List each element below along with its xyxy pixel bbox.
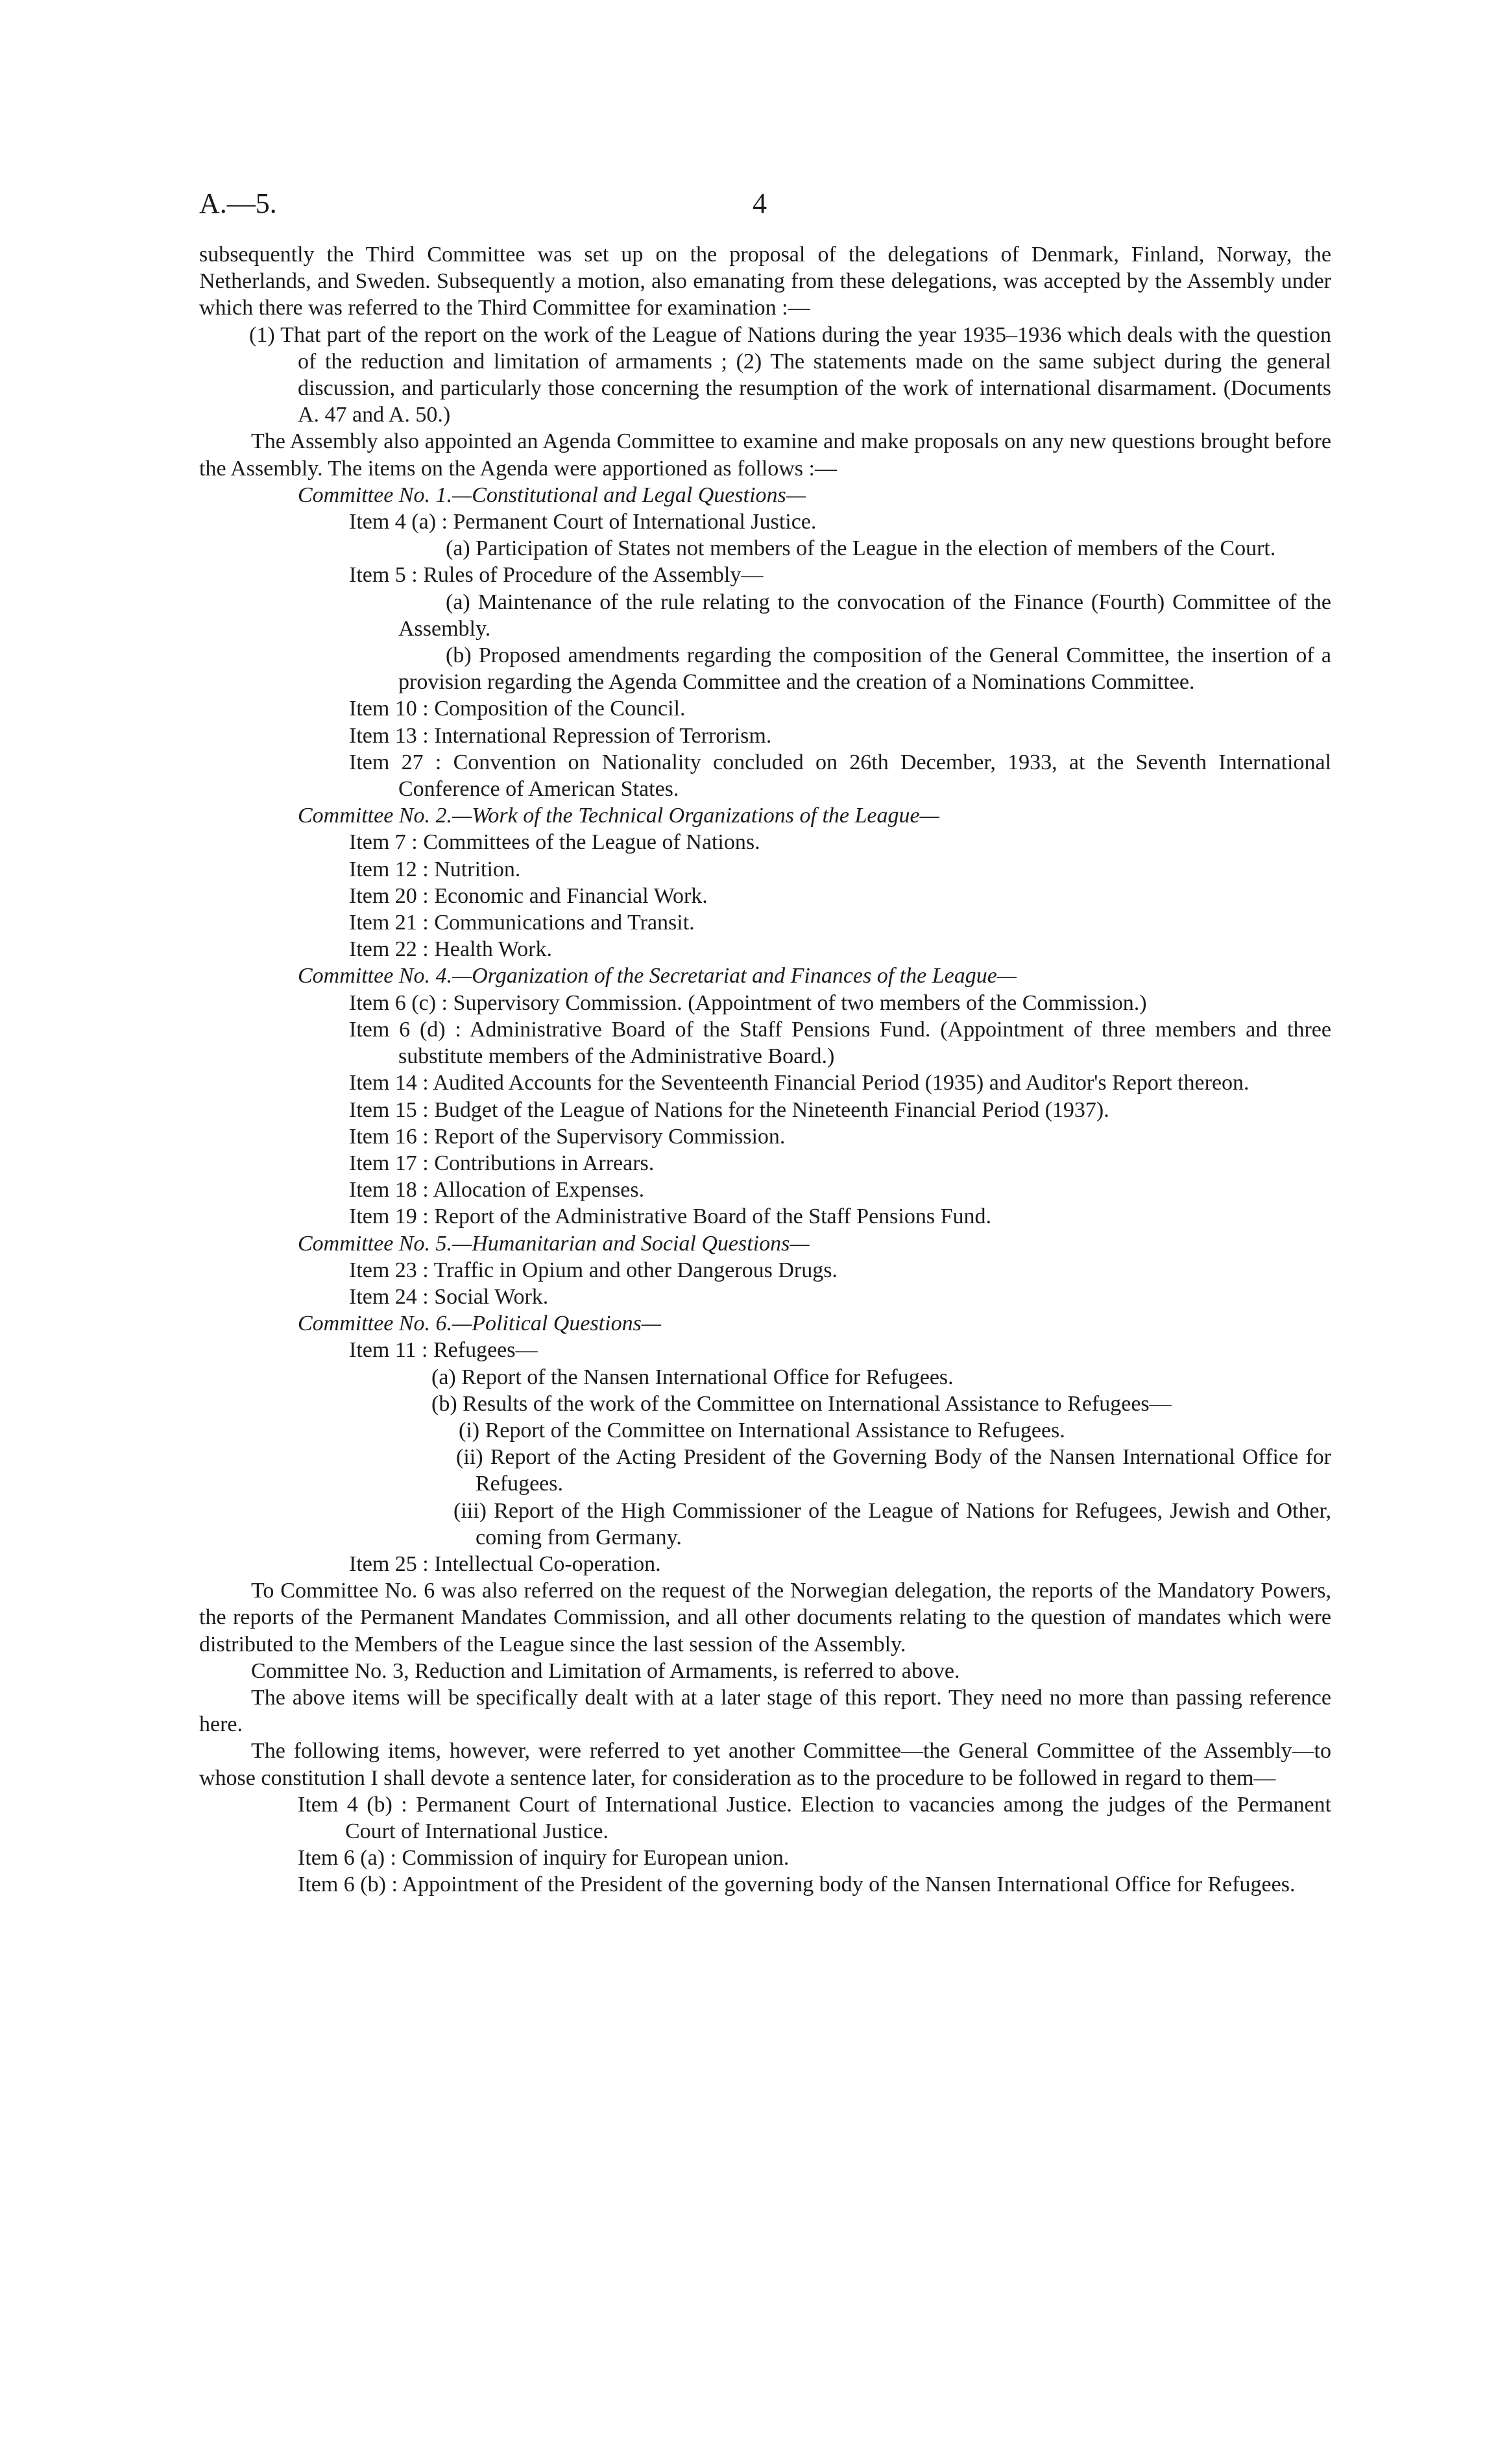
committee-2-item: Item 7 : Committees of the League of Nations. xyxy=(349,830,760,855)
document-body xyxy=(199,241,1331,1898)
committee-6-item-11b-ii: (ii) Report of the Acting President of the Governing Body of the Nansen International Office for Refugees. xyxy=(456,1445,1331,1496)
committee-4-item-14: Item 14 : Audited Accounts for the Seventeenth Financial Period (1935) and Auditor's Report thereon. xyxy=(349,1071,1249,1095)
committee-4-item: Item 18 : Allocation of Expenses. xyxy=(349,1178,645,1202)
closing-paragraph-mandates: To Committee No. 6 was also referred on the request of the Norwegian delegation, the reports of the Mandatory Powers, the reports of the Permanent Mandates Commission, and all other documents relating to the question of mandates which were distributed to the Members of the League since the last session of the Assembly. xyxy=(199,1579,1331,1657)
committee-1-item-4a: (a) Participation of States not members of the League in the election of members of the Court. xyxy=(446,536,1276,561)
committee-6-item-11b-iii: (iii) Report of the High Commissioner of the League of Nations for Refugees, Jewish and Other, coming from Germany. xyxy=(453,1498,1331,1549)
closing-paragraph-committee-3: Committee No. 3, Reduction and Limitation of Armaments, is referred to above. xyxy=(251,1658,960,1683)
committee-2-heading: Committee No. 2.—Work of the Technical Organizations of the League— xyxy=(298,804,939,828)
committee-5-item: Item 24 : Social Work. xyxy=(349,1284,549,1309)
committee-1-heading: Committee No. 1.—Constitutional and Legal Questions— xyxy=(298,483,806,507)
general-committee-item: Item 4 (b) : Permanent Court of International Justice. Election to vacancies among the judges of the Permanent Court of International Justice. xyxy=(298,1792,1331,1843)
committee-4-item-6c: Item 6 (c) : Supervisory Commission. (Appointment of two members of the Commission.) xyxy=(349,990,1147,1015)
committee-1-item-5b: (b) Proposed amendments regarding the composition of the General Committee, the insertion of a provision regarding the Agenda Committee and the creation of a Nominations Committee. xyxy=(398,643,1331,695)
committee-4-item: Item 16 : Report of the Supervisory Commission. xyxy=(349,1124,786,1149)
committee-6-item-11b: (b) Results of the work of the Committee on International Assistance to Refugees— xyxy=(431,1391,1172,1416)
committee-4-heading: Committee No. 4.—Organization of the Secretariat and Finances of the League— xyxy=(298,964,1017,988)
committee-1-item-4: Item 4 (a) : Permanent Court of International Justice. xyxy=(349,510,817,534)
closing-paragraph-later-stage: The above items will be specifically dealt with at a later stage of this report. They need no more than passing reference here. xyxy=(199,1685,1331,1737)
committee-6-item-11b-i: (i) Report of the Committee on International Assistance to Refugees. xyxy=(459,1418,1065,1442)
committee-1-item-10: Item 10 : Composition of the Council. xyxy=(349,697,686,721)
committee-1-item-5: Item 5 : Rules of Procedure of the Assembly— xyxy=(349,563,764,588)
intro-paragraph: subsequently the Third Committee was set up on the proposal of the delegations of Denmark, Finland, Norway, the Netherlands, and Sweden. Subsequently a motion, also emanating from these delegations, was accepted by the Assembly under which there was referred to the Third Committee for examination :— xyxy=(199,243,1331,320)
closing-paragraph-general-committee: The following items, however, were referred to yet another Committee—the General Committee of the Assembly—to whose constitution I shall devote a sentence later, for consideration as to the procedure to be followed in regard to them— xyxy=(199,1739,1331,1790)
committee-6-item-11: Item 11 : Refugees— xyxy=(349,1338,538,1363)
general-committee-item: Item 6 (b) : Appointment of the President of the governing body of the Nansen International Office for Refugees. xyxy=(298,1872,1296,1897)
committee-5-heading: Committee No. 5.—Humanitarian and Social Questions— xyxy=(298,1231,810,1256)
committee-6-item-11a: (a) Report of the Nansen International Office for Refugees. xyxy=(431,1365,954,1389)
page-number: 4 xyxy=(753,187,767,219)
committee-2-item: Item 21 : Communications and Transit. xyxy=(349,911,695,935)
committee-2-item: Item 12 : Nutrition. xyxy=(349,857,521,881)
document-reference: A.—5. xyxy=(199,187,277,219)
committee-1-item-5a: (a) Maintenance of the rule relating to the convocation of the Finance (Fourth) Committee of the Assembly. xyxy=(398,590,1331,641)
committee-4-item: Item 17 : Contributions in Arrears. xyxy=(349,1151,655,1175)
committee-2-item: Item 20 : Economic and Financial Work. xyxy=(349,883,708,908)
committee-4-item-6d: Item 6 (d) : Administrative Board of the Staff Pensions Fund. (Appointment of three members and three substitute members of the Administrative Board.) xyxy=(349,1017,1331,1069)
committee-1-item-13: Item 13 : International Repression of Terrorism. xyxy=(349,723,772,748)
committee-1-item-27: Item 27 : Convention on Nationality concluded on 26th December, 1933, at the Seventh International Conference of American States. xyxy=(349,750,1331,802)
committee-5-item: Item 23 : Traffic in Opium and other Dangerous Drugs. xyxy=(349,1258,838,1282)
agenda-paragraph: The Assembly also appointed an Agenda Committee to examine and make proposals on any new questions brought before the Assembly. The items on the Agenda were apportioned as follows :— xyxy=(199,429,1331,481)
committee-2-item: Item 22 : Health Work. xyxy=(349,937,552,962)
committee-4-item: Item 15 : Budget of the League of Nations for the Nineteenth Financial Period (1937). xyxy=(349,1097,1109,1122)
intro-list-item: (1) That part of the report on the work of the League of Nations during the year 1935–1936 which deals with the question of the reduction and limitation of armaments ; (2) The statements made on the same subject during the general discussion, and particularly those concerning the resumption of the work of international disarmament. (Documents A. 47 and A. 50.) xyxy=(249,322,1331,427)
committee-4-item: Item 19 : Report of the Administrative Board of the Staff Pensions Fund. xyxy=(349,1204,991,1229)
committee-6-item-25: Item 25 : Intellectual Co-operation. xyxy=(349,1551,661,1576)
committee-6-heading: Committee No. 6.—Political Questions— xyxy=(298,1311,662,1336)
general-committee-item: Item 6 (a) : Commission of inquiry for European union. xyxy=(298,1846,790,1871)
